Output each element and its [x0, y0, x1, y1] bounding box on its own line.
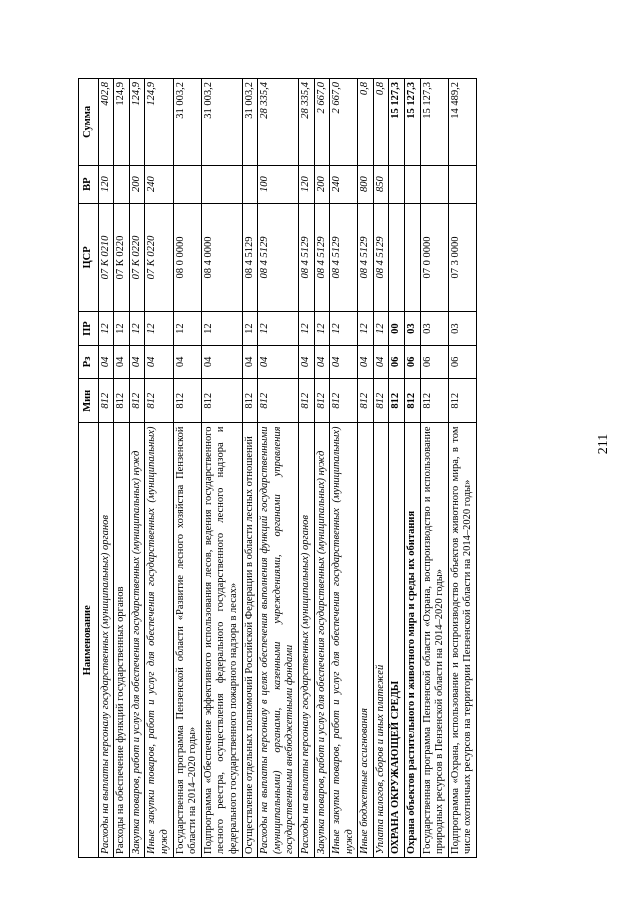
row-min: 812: [242, 379, 258, 423]
header-pr: ПР: [79, 312, 99, 345]
rotated-page: [78, 78, 626, 858]
row-vr: [448, 165, 476, 203]
header-name: Наименование: [79, 423, 99, 858]
row-vr: 850: [373, 165, 389, 203]
row-name: Расходы на выплаты персоналу в целях обеспечения выполнения функций государственными (муниципальными) органами, казенными учреждениями, органами управления государственными внебюджетными фондами: [258, 423, 299, 858]
row-rz: 04: [129, 345, 145, 378]
row-pr: 12: [242, 312, 258, 345]
row-rz: 04: [201, 345, 242, 378]
row-min: 812: [330, 379, 358, 423]
row-sum: 402,8: [98, 79, 114, 166]
row-vr: 200: [314, 165, 330, 203]
row-sum: 124,9: [114, 79, 130, 166]
table-row: [448, 79, 476, 858]
row-rz: 04: [258, 345, 299, 378]
row-name: Подпрограмма «Охрана, использование и воспроизводство объектов животного мира, в том числе охотничьих ресурсов на территории Пензенской области на 2014–2020 годы»: [448, 423, 476, 858]
row-min: 812: [420, 379, 448, 423]
row-sum: 31 003,2: [242, 79, 258, 166]
row-pr: 00: [389, 312, 405, 345]
row-vr: [201, 165, 242, 203]
table-row: [405, 79, 421, 858]
row-rz: 04: [314, 345, 330, 378]
row-sum: 0,8: [358, 79, 374, 166]
table-row: [145, 79, 173, 858]
table-row: [420, 79, 448, 858]
row-sum: 31 003,2: [173, 79, 201, 166]
row-min: 812: [114, 379, 130, 423]
row-rz: 06: [448, 345, 476, 378]
table-row: [298, 79, 314, 858]
row-csr: 08 0 0000: [173, 203, 201, 312]
row-csr: 08 4 5129: [358, 203, 374, 312]
table-row: [258, 79, 299, 858]
row-vr: 120: [98, 165, 114, 203]
row-name: Закупка товаров, работ и услуг для обеспечения государственных (муниципальных) нужд: [314, 423, 330, 858]
row-min: 812: [129, 379, 145, 423]
row-name: Расходы на выплаты персоналу государственных (муниципальных) органов: [298, 423, 314, 858]
row-name: Закупка товаров, работ и услуг для обеспечения государственных (муниципальных) нужд: [129, 423, 145, 858]
row-sum: 15 127,3: [405, 79, 421, 166]
table-row: [201, 79, 242, 858]
row-name: Уплата налогов, сборов и иных платежей: [373, 423, 389, 858]
row-sum: 0,8: [373, 79, 389, 166]
table-row: [129, 79, 145, 858]
table-header-row: [79, 79, 99, 858]
row-vr: 240: [330, 165, 358, 203]
row-pr: 12: [201, 312, 242, 345]
row-csr: 07 0 0000: [420, 203, 448, 312]
row-name: Осуществление отдельных полномочий Российской Федерации в области лесных отношений: [242, 423, 258, 858]
row-vr: [242, 165, 258, 203]
row-name: Расходы на обеспечение функций государственных органов: [114, 423, 130, 858]
row-sum: 15 127,3: [420, 79, 448, 166]
row-min: 812: [389, 379, 405, 423]
row-pr: 12: [173, 312, 201, 345]
row-csr: 07 К 0220: [114, 203, 130, 312]
table-row: [373, 79, 389, 858]
row-name: ОХРАНА ОКРУЖАЮЩЕЙ СРЕДЫ: [389, 423, 405, 858]
row-min: 812: [298, 379, 314, 423]
row-name: Иные бюджетные ассигнования: [358, 423, 374, 858]
row-sum: 31 003,2: [201, 79, 242, 166]
row-pr: 12: [298, 312, 314, 345]
row-rz: 04: [373, 345, 389, 378]
row-rz: 04: [358, 345, 374, 378]
row-sum: 28 335,4: [258, 79, 299, 166]
row-min: 812: [201, 379, 242, 423]
table-row: [98, 79, 114, 858]
row-vr: 200: [129, 165, 145, 203]
row-csr: 07 3 0000: [448, 203, 476, 312]
row-sum: 124,9: [145, 79, 173, 166]
page-number: 211: [595, 433, 611, 455]
row-vr: 800: [358, 165, 374, 203]
row-csr: 08 4 5129: [314, 203, 330, 312]
row-rz: 04: [98, 345, 114, 378]
row-min: 812: [405, 379, 421, 423]
row-vr: [405, 165, 421, 203]
row-name: Иные закупки товаров, работ и услуг для обеспечения государственных (муниципальных) нужд: [330, 423, 358, 858]
row-pr: 12: [373, 312, 389, 345]
row-pr: 12: [258, 312, 299, 345]
row-csr: 07 К 0220: [129, 203, 145, 312]
row-vr: [420, 165, 448, 203]
row-pr: 12: [330, 312, 358, 345]
row-name: Расходы на выплаты персоналу государственных (муниципальных) органов: [98, 423, 114, 858]
row-rz: 06: [405, 345, 421, 378]
budget-table: [78, 78, 477, 858]
row-csr: [405, 203, 421, 312]
row-pr: 12: [314, 312, 330, 345]
row-vr: 100: [258, 165, 299, 203]
row-csr: 07 К 0210: [98, 203, 114, 312]
row-min: 812: [448, 379, 476, 423]
row-min: 812: [358, 379, 374, 423]
row-sum: 28 335,4: [298, 79, 314, 166]
row-rz: 06: [389, 345, 405, 378]
table-row: [242, 79, 258, 858]
row-min: 812: [98, 379, 114, 423]
row-rz: 04: [242, 345, 258, 378]
table-row: [358, 79, 374, 858]
row-csr: 07 К 0220: [145, 203, 173, 312]
header-rz: Рз: [79, 345, 99, 378]
row-rz: 06: [420, 345, 448, 378]
row-name: Государственная программа Пензенской области «Развитие лесного хозяйства Пензенской области на 2014–2020 годы»: [173, 423, 201, 858]
row-min: 812: [314, 379, 330, 423]
row-csr: 08 4 5129: [242, 203, 258, 312]
row-csr: 08 4 5129: [298, 203, 314, 312]
row-min: 812: [258, 379, 299, 423]
row-rz: 04: [298, 345, 314, 378]
row-vr: [173, 165, 201, 203]
row-pr: 03: [405, 312, 421, 345]
row-min: 812: [373, 379, 389, 423]
row-rz: 04: [173, 345, 201, 378]
row-csr: 08 4 5129: [373, 203, 389, 312]
row-csr: 08 4 5129: [330, 203, 358, 312]
row-name: Государственная программа Пензенской области «Охрана, воспроизводство и использование природных ресурсов в Пензенской области на 2014–2020 годы»: [420, 423, 448, 858]
row-min: 812: [173, 379, 201, 423]
table-row: [114, 79, 130, 858]
row-rz: 04: [114, 345, 130, 378]
row-name: Подпрограмма «Обеспечение эффективного использования лесов, ведения государственного лесного реестра, осуществления федерального государственного лесного надзора и федерального государственного пожарного надзора в лесах»: [201, 423, 242, 858]
row-vr: 240: [145, 165, 173, 203]
table-row: [173, 79, 201, 858]
row-sum: 124,9: [129, 79, 145, 166]
row-sum: 2 667,0: [314, 79, 330, 166]
header-vr: ВР: [79, 165, 99, 203]
row-sum: 14 489,2: [448, 79, 476, 166]
row-sum: 15 127,3: [389, 79, 405, 166]
row-vr: [389, 165, 405, 203]
row-pr: 12: [114, 312, 130, 345]
row-csr: [389, 203, 405, 312]
row-pr: 03: [420, 312, 448, 345]
row-pr: 03: [448, 312, 476, 345]
row-sum: 2 667,0: [330, 79, 358, 166]
row-csr: 08 4 5129: [258, 203, 299, 312]
row-name: Охрана объектов растительного и животного мира и среды их обитания: [405, 423, 421, 858]
row-rz: 04: [330, 345, 358, 378]
row-min: 812: [145, 379, 173, 423]
row-pr: 12: [98, 312, 114, 345]
row-rz: 04: [145, 345, 173, 378]
table-row: [389, 79, 405, 858]
row-pr: 12: [129, 312, 145, 345]
table-row: [314, 79, 330, 858]
header-sum: Сумма: [79, 79, 99, 166]
row-pr: 12: [358, 312, 374, 345]
row-vr: [114, 165, 130, 203]
table-row: [330, 79, 358, 858]
header-csr: ЦСР: [79, 203, 99, 312]
row-vr: 120: [298, 165, 314, 203]
header-min: Мин: [79, 379, 99, 423]
row-csr: 08 4 0000: [201, 203, 242, 312]
row-name: Иные закупки товаров, работ и услуг для обеспечения государственных (муниципальных) нужд: [145, 423, 173, 858]
row-pr: 12: [145, 312, 173, 345]
